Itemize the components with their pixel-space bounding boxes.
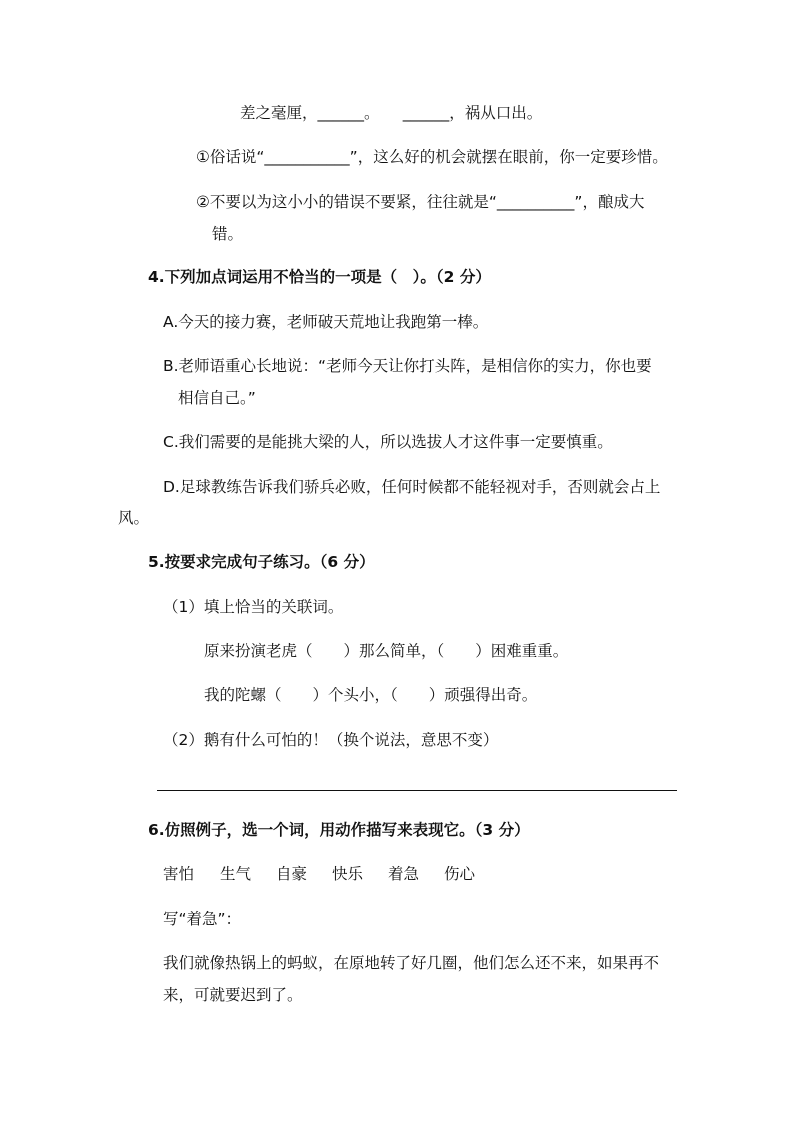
q4-option-b-continued: 相信自己。”: [178, 389, 256, 407]
q6-word: 自豪: [276, 865, 308, 883]
q4-option-a: A.今天的接力赛，老师破天荒地让我跑第一棒。: [163, 313, 489, 331]
q6-example-text: 我们就像热锅上的蚂蚁，在原地转了好几圈，他们怎么还不来，如果再不: [163, 954, 660, 972]
q5-part-1-sentence-2: 我的陀螺（ ）个头小，（ ）顽强得出奇。: [204, 686, 538, 704]
q5-part-1: （1）填上恰当的关联词。: [163, 598, 344, 616]
q3-sentence-2: ②不要以为这小小的错误不要紧，往往就是“__________”，酿成大: [196, 193, 645, 211]
q5-title: 5.按要求完成句子练习。（6 分）: [148, 553, 375, 571]
q4-option-c: C.我们需要的是能挑大梁的人，所以选拔人才这件事一定要慎重。: [163, 433, 613, 451]
q5-part-1-sentence-1: 原来扮演老虎（ ）那么简单，（ ）困难重重。: [204, 642, 569, 660]
q6-word: 快乐: [332, 865, 364, 883]
q6-word: 伤心: [444, 865, 476, 883]
q5-part-2: （2）鹅有什么可怕的！（换个说法，意思不变）: [163, 731, 499, 749]
answer-line: [157, 790, 677, 791]
q6-word: 害怕: [163, 865, 195, 883]
q6-example-label: 写“着急”：: [163, 910, 242, 928]
q6-word: 着急: [388, 865, 420, 883]
q3-sentence-2-continued: 错。: [212, 225, 244, 243]
q4-option-b: B.老师语重心长地说：“老师今天让你打头阵，是相信你的实力，你也要: [163, 357, 652, 375]
q3-proverb-line: 差之毫厘，______。 ______，祸从口出。: [240, 104, 543, 122]
q4-title: 4.下列加点词运用不恰当的一项是（ ）。（2 分）: [148, 268, 491, 286]
q4-option-d-continued: 风。: [118, 509, 150, 527]
q6-word: 生气: [220, 865, 252, 883]
q3-sentence-1: ①俗话说“___________”，这么好的机会就摆在眼前，你一定要珍惜。: [196, 148, 668, 166]
q6-example-text-continued: 来，可就要迟到了。: [163, 986, 303, 1004]
q6-title: 6.仿照例子，选一个词，用动作描写来表现它。（3 分）: [148, 821, 530, 839]
q4-option-d: D.足球教练告诉我们骄兵必败，任何时候都不能轻视对手，否则就会占上: [163, 478, 661, 496]
